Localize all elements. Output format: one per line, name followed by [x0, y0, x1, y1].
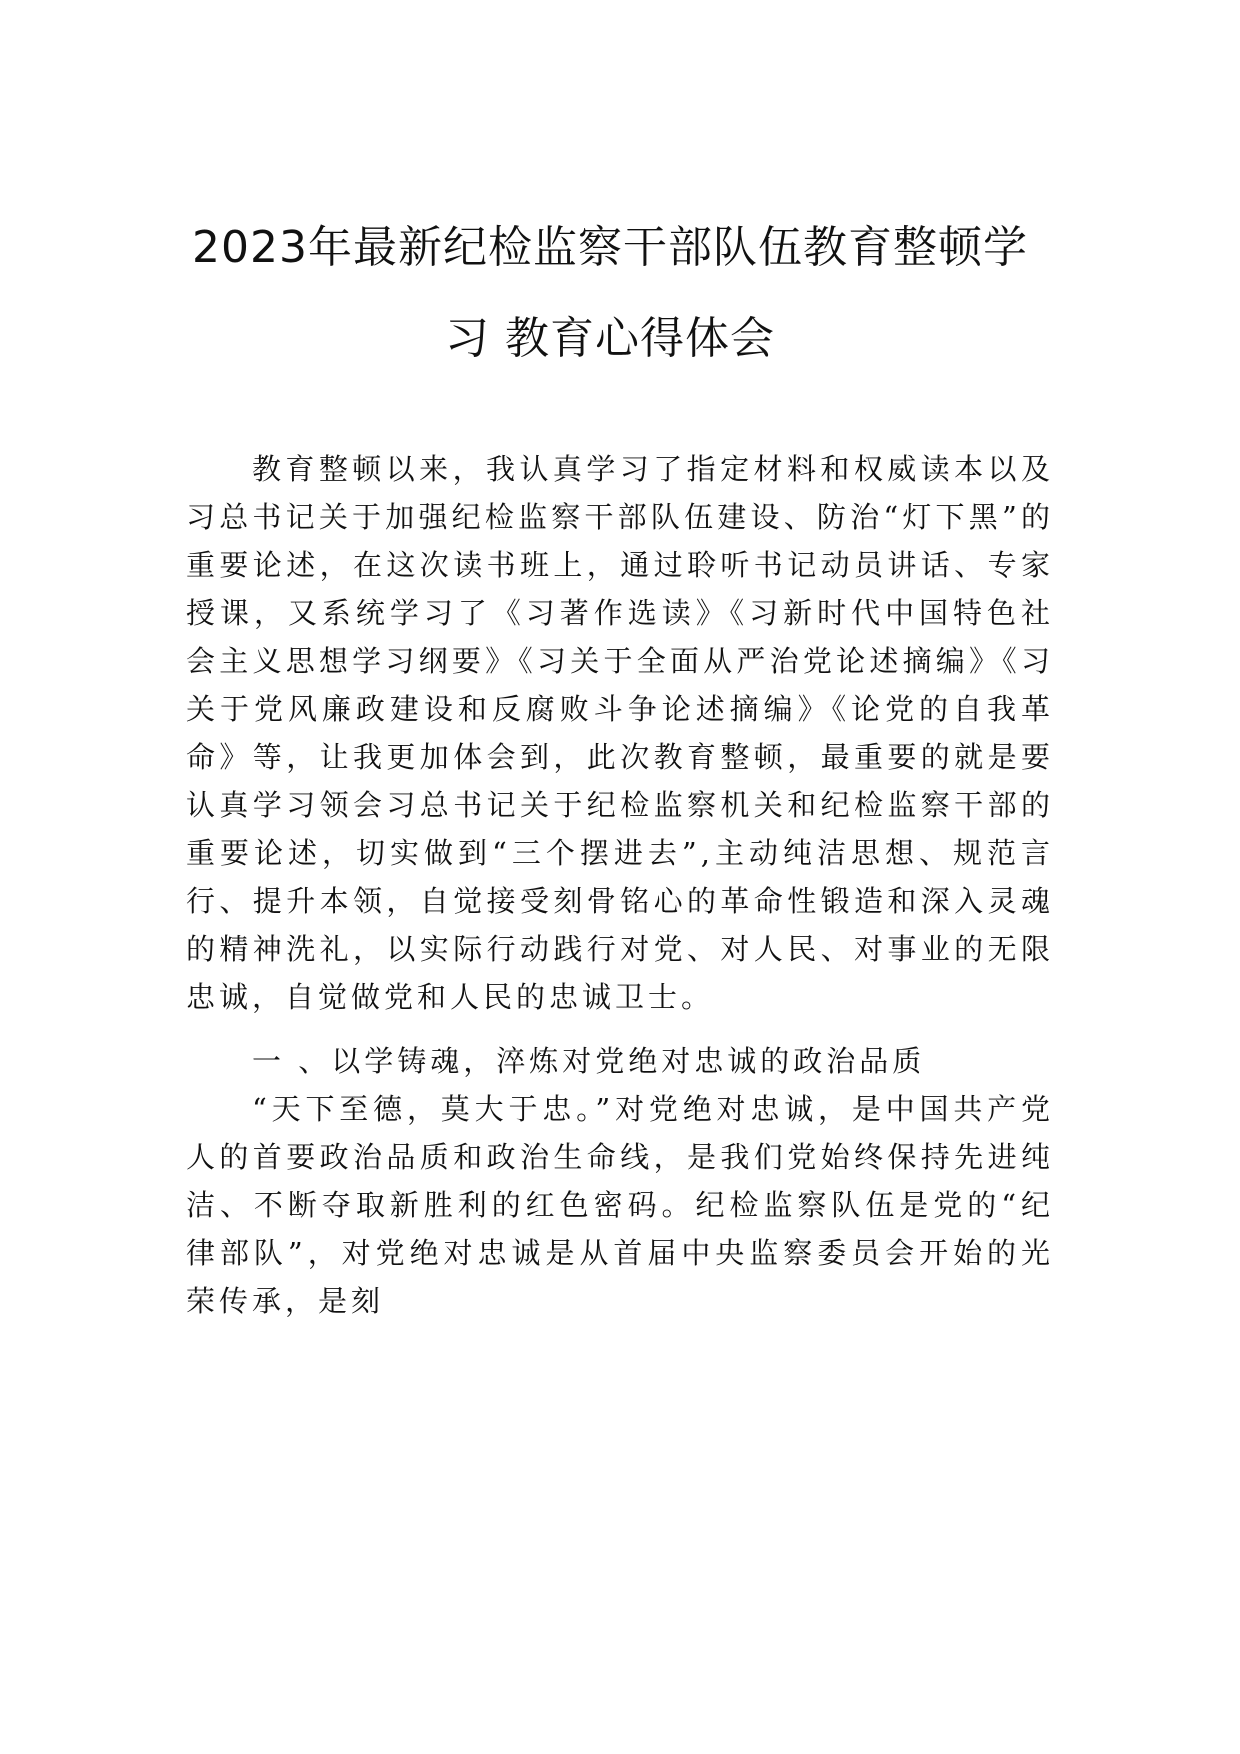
document-title-line2: 习 教育心得体会	[445, 313, 775, 364]
section-heading-1: 一 、以学铸魂，淬炼对党绝对忠诚的政治品质	[252, 1044, 926, 1078]
body-paragraph-1: 教育整顿以来，我认真学习了指定材料和权威读本以及习总书记关于加强纪检监察干部队伍建设、防治“灯下黑”的重要论述，在这次读书班上，通过聆听书记动员讲话、专家授课，又系统学习了《习著作选读》《习新时代中国特色社会主义思想学习纲要》《习关于全面从严治党论述摘编》《习关于党风廉政建设和反腐败斗争论述摘编》《论党的自我革命》等，让我更加体会到，此次教育整顿，最重要的就是要认真学习领会习总书记关于纪检监察机关和纪检监察干部的重要论述，切实做到“三个摆进去”,主动纯洁思想、规范言行、提升本领，自觉接受刻骨铭心的革命性锻造和深入灵魂的精神洗礼，以实际行动践行对党、对人民、对事业的无限忠诚，自觉做党和人民的忠诚卫士。	[186, 452, 1054, 1014]
document-title-line1: 2023年最新纪检监察干部队伍教育整顿学	[192, 222, 1028, 273]
document-body	[186, 445, 1054, 1325]
body-paragraph-2: “天下至德，莫大于忠。”对党绝对忠诚，是中国共产党人的首要政治品质和政治生命线，是我们党始终保持先进纯洁、不断夺取新胜利的红色密码。纪检监察队伍是党的“纪律部队”，对党绝对忠诚是从首届中央监察委员会开始的光荣传承，是刻	[186, 1092, 1054, 1318]
